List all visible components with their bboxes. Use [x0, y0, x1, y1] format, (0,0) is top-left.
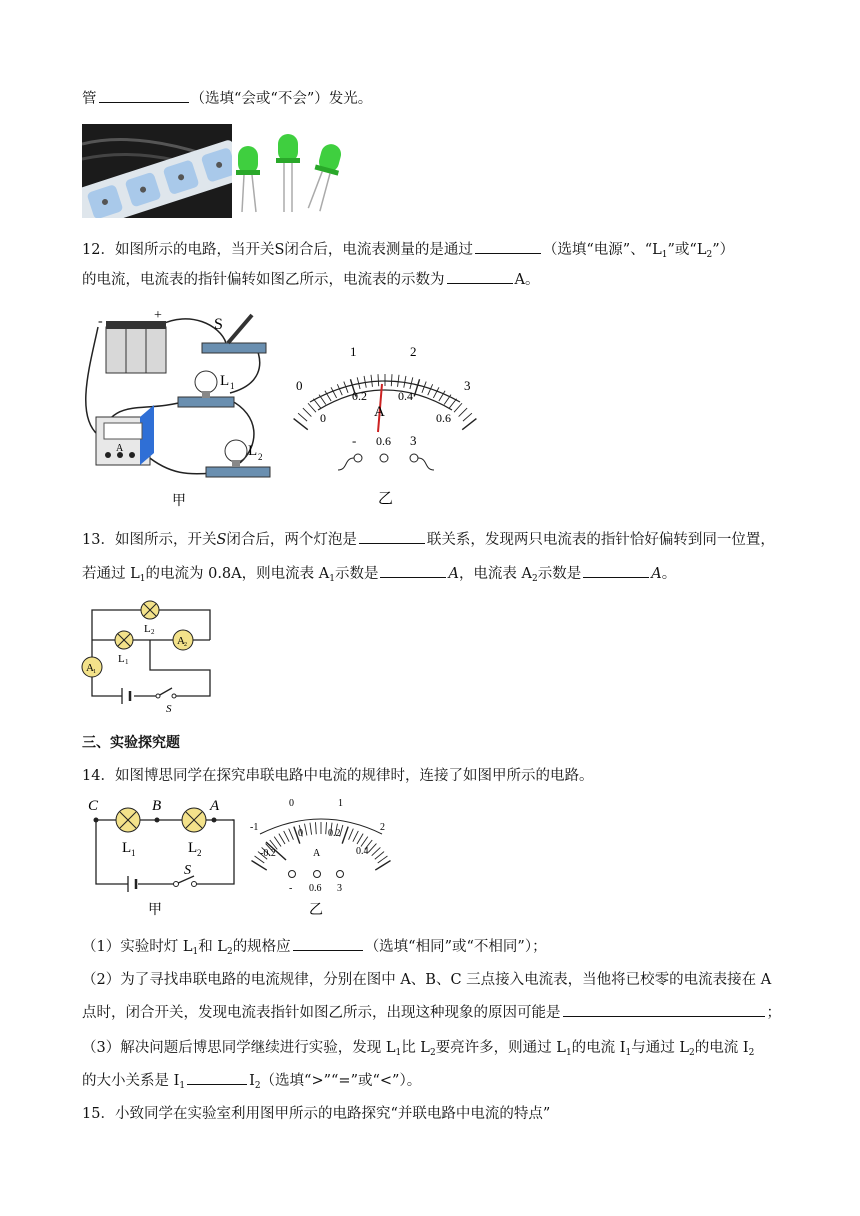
answer-blank[interactable]	[380, 563, 446, 578]
bulb-l1-icon	[115, 631, 133, 649]
q14-part-3a: （3）解决问题后博思同学继续进行实验，发现 $L_1$比 $L_2$要亮许多，则通过 $L_1$的电流 $I_1$与通过 $L_2$的电流 $I_2$	[82, 1040, 755, 1058]
dial-tick	[375, 861, 390, 871]
terminal-icon	[337, 871, 344, 878]
svg-text:1: 1	[230, 381, 235, 391]
ammeter-icon	[96, 405, 154, 465]
power-strip-led-photo	[82, 124, 232, 218]
answer-blank[interactable]	[475, 239, 541, 254]
dial-tick	[353, 831, 358, 842]
dial-tick	[391, 374, 392, 386]
bulb-l2-icon	[141, 601, 159, 619]
terminal-icon	[354, 454, 362, 462]
dial-tick	[308, 403, 316, 412]
q13-line-2: 若通过 $L_1$的电流为 0.8A，则电流表 $A_1$示数是 A，电流表 $A_2$示数是 A。	[82, 563, 676, 589]
svg-text:0.4: 0.4	[398, 389, 413, 403]
dial-tick	[372, 847, 381, 855]
dial-tick	[357, 834, 363, 844]
dial-tick	[289, 829, 294, 840]
dial-tick	[378, 856, 388, 863]
svg-text:0: 0	[289, 798, 294, 809]
q13-line-1: 13．如图所示，开关S闭合后，两个灯泡是 联关系，发现两只电流表的指针恰好偏转到同一位置，	[82, 529, 775, 550]
dial-tick	[398, 375, 399, 387]
led-icon	[304, 141, 345, 213]
dial-tick	[251, 861, 266, 871]
led-icon	[276, 134, 300, 212]
svg-text:0: 0	[298, 828, 303, 839]
svg-text:甲: 甲	[172, 494, 186, 509]
dial-tick	[349, 829, 354, 840]
q14-part-2a: （2）为了寻找串联电路的电流规律，分别在图中 A、B、C 三点接入电流表，当他将已校零的电流表接在 A	[82, 972, 772, 988]
dial-tick	[449, 399, 456, 408]
answer-blank[interactable]	[583, 563, 649, 578]
svg-text:甲: 甲	[148, 903, 162, 918]
dial-tick	[342, 827, 348, 844]
svg-text:L: L	[122, 840, 132, 856]
svg-text:C: C	[88, 798, 99, 814]
svg-text:0.4: 0.4	[356, 846, 369, 857]
svg-text:-: -	[352, 433, 357, 448]
dial-tick	[303, 408, 311, 416]
bulb-l1-icon	[116, 808, 140, 832]
svg-text:A: A	[86, 662, 94, 674]
q12-ammeter-dial-yi	[290, 340, 490, 510]
svg-text:0.2: 0.2	[352, 389, 367, 403]
answer-blank[interactable]	[563, 1002, 765, 1017]
svg-text:S: S	[184, 863, 191, 878]
dial-tick	[459, 408, 467, 416]
dial-tick	[274, 837, 281, 847]
answer-blank[interactable]	[447, 269, 513, 284]
svg-text:3: 3	[464, 378, 471, 393]
q11-tail-line: 管 （选填“会或“不会”）发光。	[82, 88, 372, 109]
terminal-icon	[314, 871, 321, 878]
answer-blank[interactable]	[293, 936, 363, 951]
answer-blank[interactable]	[359, 529, 425, 544]
q12-line-1: 12．如图所示的电路，当开关S闭合后，电流表测量的是通过 （选填“电源”、“$L_1$”或“$L_2$”）	[82, 239, 734, 265]
svg-text:2: 2	[380, 822, 385, 833]
battery-icon	[106, 321, 166, 373]
terminal-icon	[410, 454, 418, 462]
dial-tick	[305, 824, 307, 836]
svg-text:0.6: 0.6	[376, 434, 391, 448]
svg-text:-: -	[98, 314, 103, 329]
svg-text:3: 3	[337, 883, 342, 894]
q12-circuit-figure-jia	[80, 305, 280, 510]
dial-tick	[326, 822, 327, 834]
q13-circuit-figure	[78, 596, 223, 714]
q15-intro: 15．小致同学在实验室利用图甲所示的电路探究“并联电路中电流的特点”	[82, 1106, 551, 1122]
svg-text:1: 1	[125, 658, 129, 666]
svg-text:-1: -1	[250, 822, 259, 833]
svg-text:2: 2	[184, 642, 187, 648]
terminal-icon	[380, 454, 388, 462]
svg-text:B: B	[152, 798, 162, 814]
dial-ticks	[251, 822, 390, 870]
led-icons	[230, 128, 355, 218]
svg-text:1: 1	[131, 848, 136, 858]
dial-tick	[371, 375, 372, 387]
svg-text:0.2: 0.2	[328, 828, 341, 839]
svg-text:-: -	[289, 883, 293, 894]
svg-text:A: A	[177, 635, 185, 647]
q14-intro: 14．如图博思同学在探究串联电路中电流的规律时，连接了如图甲所示的电路。	[82, 768, 594, 784]
dial-tick	[368, 844, 376, 853]
dial-tick	[378, 374, 379, 386]
svg-text:-0.2: -0.2	[260, 848, 276, 859]
led-icon	[236, 146, 260, 212]
switch-icon	[202, 315, 266, 353]
terminal-icon	[289, 871, 296, 878]
svg-text:2: 2	[197, 848, 202, 858]
bulb-l2-icon	[182, 808, 206, 832]
dial-tick	[315, 822, 316, 834]
q14-circuit-figure-jia	[80, 796, 240, 918]
dial-tick	[454, 403, 462, 412]
answer-blank[interactable]	[187, 1070, 247, 1085]
svg-text:0.6: 0.6	[436, 411, 451, 425]
section-heading: 三、实验探究题	[82, 735, 180, 751]
svg-text:S: S	[214, 316, 223, 333]
dial-tick	[433, 387, 439, 398]
dial-tick	[279, 834, 285, 844]
dial-tick	[310, 823, 312, 835]
q12-line-2: 的电流，电流表的指针偏转如图乙所示，电流表的示数为 A。	[82, 269, 539, 290]
svg-text:+: +	[154, 308, 162, 323]
svg-text:L: L	[220, 373, 230, 389]
svg-text:A: A	[210, 798, 220, 814]
svg-text:乙: 乙	[378, 491, 394, 507]
answer-blank[interactable]	[99, 88, 189, 103]
svg-text:乙: 乙	[309, 903, 323, 918]
dial-tick	[414, 379, 419, 396]
svg-text:1: 1	[350, 344, 357, 359]
dial-tick	[284, 831, 289, 842]
svg-text:3: 3	[410, 433, 417, 448]
dial-tick	[375, 852, 384, 860]
svg-text:0.6: 0.6	[309, 883, 322, 894]
svg-text:S: S	[166, 703, 172, 714]
dial-tick	[331, 387, 337, 398]
dial-tick	[463, 413, 472, 421]
dial-tick	[313, 399, 320, 408]
svg-text:A: A	[116, 443, 124, 454]
svg-text:A: A	[313, 848, 321, 859]
dial-tick	[298, 413, 307, 421]
q14-ammeter-dial-yi	[246, 794, 396, 920]
q14-part-2b: 点时，闭合开关，发现电流表指针如图乙所示，出现这种现象的原因可能是 ；	[82, 1002, 781, 1023]
svg-text:2: 2	[151, 628, 155, 636]
svg-text:1: 1	[338, 798, 343, 809]
svg-text:L: L	[118, 653, 125, 665]
svg-text:L: L	[188, 840, 198, 856]
svg-text:0: 0	[320, 411, 326, 425]
svg-text:1: 1	[93, 669, 96, 675]
svg-text:2: 2	[258, 452, 263, 462]
svg-text:A: A	[374, 404, 385, 420]
svg-text:2: 2	[410, 344, 417, 359]
q14-part-1: （1）实验时灯 $L_1$和 $L_2$的规格应 （选填“相同”或“不相同”）；	[82, 936, 547, 962]
svg-text:L: L	[248, 443, 258, 459]
svg-text:0: 0	[296, 378, 303, 393]
q14-part-3b: 的大小关系是 $I_1$ $I_2$（选填“>”“=”或“<”）。	[82, 1070, 421, 1096]
svg-text:L: L	[144, 623, 151, 635]
